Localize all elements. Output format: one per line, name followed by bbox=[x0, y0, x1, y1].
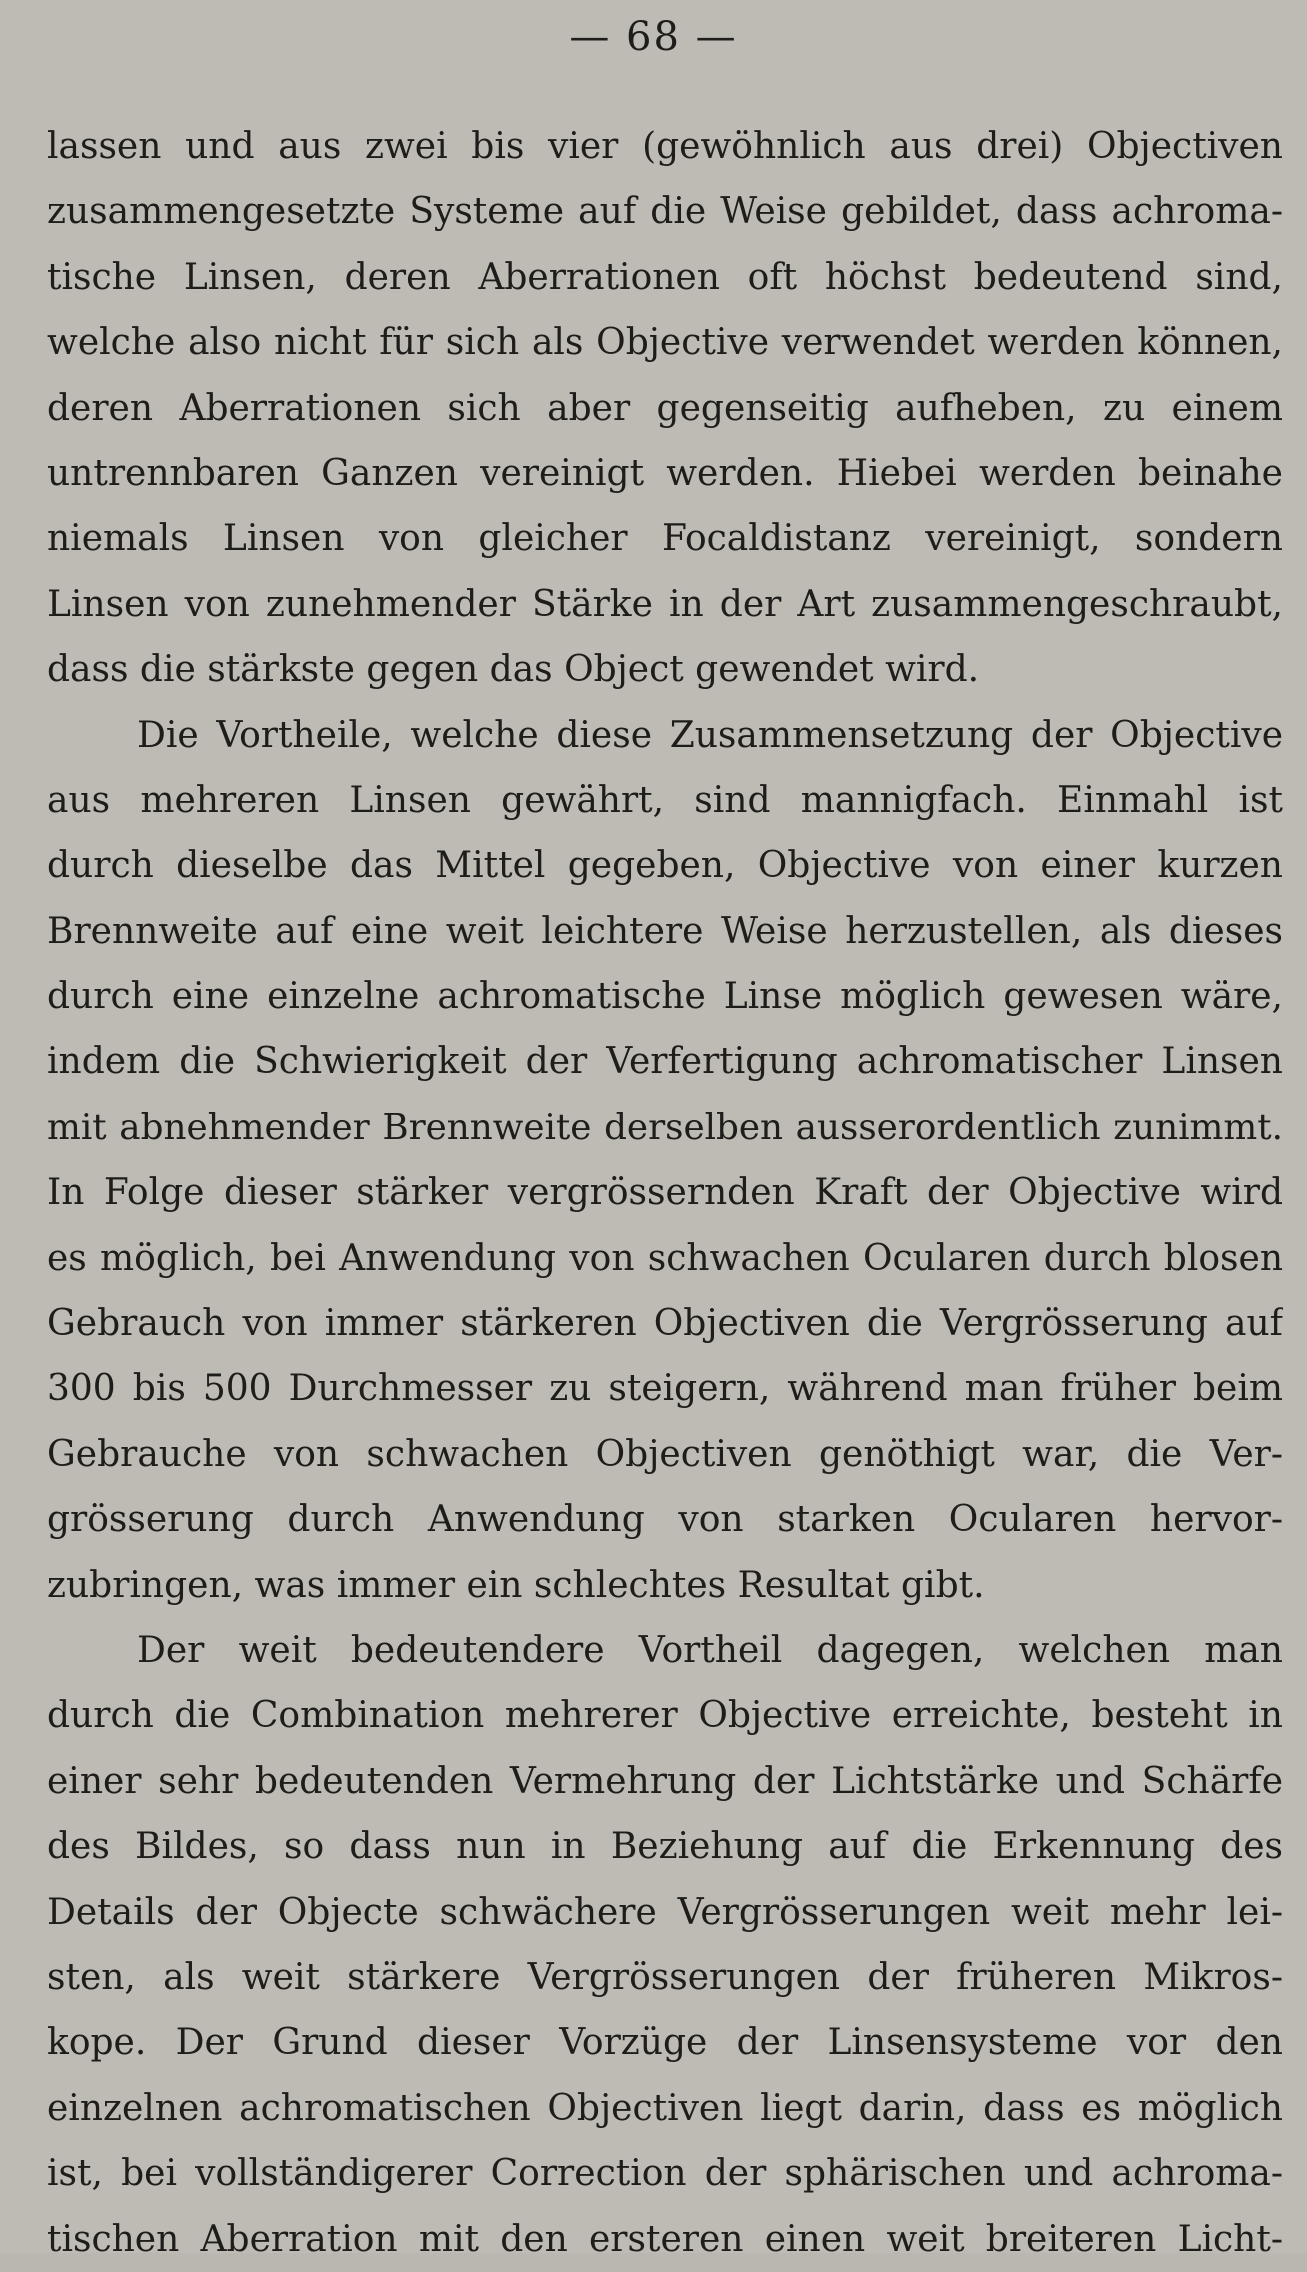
text-line: durch dieselbe das Mittel gegeben, Objective von einer kurzen bbox=[47, 845, 1283, 887]
text-line: Linsen von zunehmender Stärke in der Art zusammengeschraubt, bbox=[47, 583, 1283, 625]
text-line: indem die Schwierigkeit der Verfertigung achromatischer Linsen bbox=[47, 1041, 1283, 1083]
text-line: deren Aberrationen sich aber gegenseitig aufheben, zu einem bbox=[47, 387, 1283, 429]
text-line: einzelnen achromatischen Objectiven liegt darin, dass es möglich bbox=[47, 2087, 1283, 2129]
text-line: zubringen, was immer ein schlechtes Resultat gibt. bbox=[47, 1564, 985, 1606]
text-line: aus mehreren Linsen gewährt, sind mannigfach. Einmahl ist bbox=[47, 779, 1283, 821]
text-line: grösserung durch Anwendung von starken Ocularen hervor- bbox=[47, 1499, 1283, 1541]
text-line: Gebrauche von schwachen Objectiven genöthigt war, die Ver- bbox=[47, 1433, 1283, 1475]
text-line: Gebrauch von immer stärkeren Objectiven die Vergrösserung auf bbox=[47, 1303, 1283, 1345]
page-number: — 68 — bbox=[569, 14, 738, 60]
text-line: ist, bei vollständigerer Correction der sphärischen und achroma- bbox=[47, 2153, 1283, 2195]
text-line: untrennbaren Ganzen vereinigt werden. Hiebei werden beinahe bbox=[47, 452, 1283, 494]
paragraph-start-line: Der weit bedeutendere Vortheil dagegen, welchen man bbox=[137, 1629, 1283, 1671]
text-line: zusammengesetzte Systeme auf die Weise gebildet, dass achroma- bbox=[47, 191, 1283, 233]
text-line: tische Linsen, deren Aberrationen oft höchst bedeutend sind, bbox=[47, 256, 1283, 298]
text-line: Details der Objecte schwächere Vergrösserungen weit mehr lei- bbox=[47, 1891, 1283, 1933]
text-line: 300 bis 500 Durchmesser zu steigern, während man früher beim bbox=[47, 1368, 1283, 1410]
text-line: des Bildes, so dass nun in Beziehung auf die Erkennung des bbox=[47, 1826, 1283, 1868]
text-line: lassen und aus zwei bis vier (gewöhnlich aus drei) Objectiven bbox=[47, 126, 1283, 167]
text-line: In Folge dieser stärker vergrössernden Kraft der Objective wird bbox=[47, 1172, 1283, 1214]
text-line: durch eine einzelne achromatische Linse möglich gewesen wäre, bbox=[47, 976, 1283, 1018]
text-line: welche also nicht für sich als Objective verwendet werden können, bbox=[47, 322, 1283, 364]
paragraph-start-line: Die Vortheile, welche diese Zusammensetzung der Objective bbox=[137, 714, 1283, 756]
text-line: dass die stärkste gegen das Object gewendet wird. bbox=[47, 649, 980, 691]
text-line: es möglich, bei Anwendung von schwachen Ocularen durch blosen bbox=[47, 1237, 1283, 1279]
text-line: sten, als weit stärkere Vergrösserungen der früheren Mikros- bbox=[47, 1956, 1283, 1998]
text-line: einer sehr bedeutenden Vermehrung der Lichtstärke und Schärfe bbox=[47, 1760, 1283, 1802]
text-line: tischen Aberration mit den ersteren einen weit breiteren Licht- bbox=[47, 2218, 1283, 2260]
text-line: mit abnehmender Brennweite derselben ausserordentlich zunimmt. bbox=[47, 1106, 1283, 1148]
text-line: Brennweite auf eine weit leichtere Weise herzustellen, als dieses bbox=[47, 910, 1283, 952]
body-text bbox=[47, 114, 1283, 2272]
text-line: niemals Linsen von gleicher Focaldistanz vereinigt, sondern bbox=[47, 518, 1283, 560]
text-line: durch die Combination mehrerer Objective erreichte, besteht in bbox=[47, 1695, 1283, 1737]
text-line: kope. Der Grund dieser Vorzüge der Linsensysteme vor den bbox=[47, 2022, 1283, 2064]
